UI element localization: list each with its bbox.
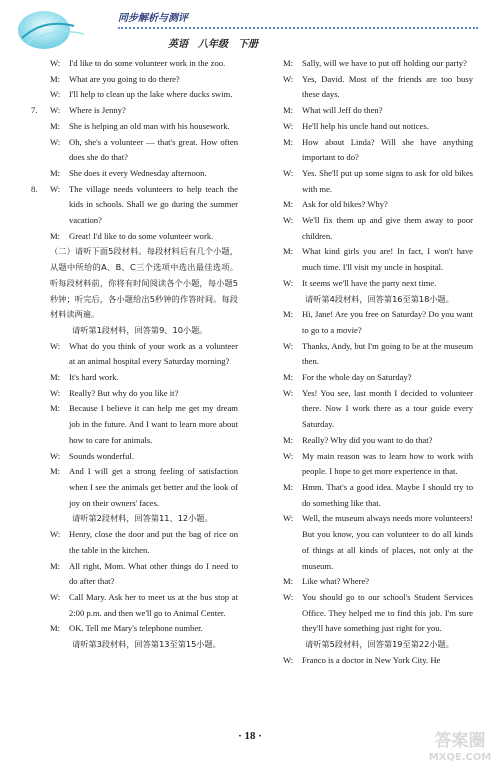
speaker-label: W: [50, 591, 61, 602]
dialogue-line [50, 72, 238, 88]
dialogue-text: What are you going to do there? [69, 73, 180, 84]
dialogue-line [283, 449, 473, 480]
speaker-label: M: [50, 73, 61, 84]
dialogue-text: Like what? Where? [302, 576, 370, 587]
dialogue-text: We'll fix them up and give them away to poor children. [302, 215, 473, 241]
dialogue-line [50, 370, 238, 386]
dialogue-line [50, 119, 238, 135]
dialogue-text: Ask for old bikes? Why? [302, 199, 388, 210]
speaker-label: W: [283, 513, 294, 524]
passage4-dialogue [283, 307, 473, 637]
dialogue-text: For the whole day on Saturday? [302, 372, 412, 383]
left-column [31, 56, 238, 653]
dialogue-line [50, 621, 238, 637]
dialogue-text: My main reason was to learn how to work with people. I hope to get more experience in that. [302, 450, 473, 477]
speaker-label: W: [50, 136, 61, 147]
dialogue-text: Where is Jenny? [69, 105, 126, 116]
passage5-label: 请听第5段材料，回答第19至第22小题。 [305, 639, 454, 650]
dialogue-line [283, 213, 473, 244]
dialogue-line [283, 511, 473, 574]
question-number: 8. [31, 183, 38, 194]
speaker-label: M: [50, 167, 61, 178]
dialogue-line [283, 135, 473, 166]
speaker-label: M: [283, 58, 294, 68]
dialogue-line [31, 103, 238, 119]
passage4-label: 请听第4段材料，回答第16至第18小题。 [305, 293, 454, 304]
dialogue-text: She is helping an old man with his housework. [69, 120, 230, 131]
passage1-dialogue [50, 339, 238, 512]
speaker-label: M: [283, 246, 294, 257]
dialogue-line [50, 401, 238, 448]
speaker-label: W: [50, 105, 61, 116]
speaker-label: M: [50, 120, 61, 131]
speaker-label: M: [283, 199, 294, 210]
speaker-label: W: [50, 340, 61, 351]
dialogue-line [283, 370, 473, 386]
dialogue-line [283, 339, 473, 370]
passage3-label: 请听第3段材料，回答第13至第15小题。 [72, 639, 221, 650]
dialogue-text: It's hard work. [69, 372, 119, 383]
series-title: 同步解析与测评 [118, 13, 188, 24]
dialogue-text: Well, the museum always needs more volunteers! But you know, you can volunteer to do all kinds of things at all kinds of places, not only at the museum. [302, 513, 473, 571]
dialogue-text: Hmm. That's a good idea. Maybe I should try to do something like that. [302, 481, 473, 508]
dialogue-text: What do you think of your work as a volunteer at an animal hospital every Saturday morning? [69, 340, 238, 367]
dialogue-text: Really? Why did you want to do that? [302, 434, 433, 445]
speaker-label: W: [283, 120, 294, 131]
speaker-label: M: [283, 136, 294, 147]
passage2-dialogue [50, 527, 238, 637]
passage1-label: 请听第1段材料，回答第9、10小题。 [72, 324, 208, 335]
passage2-label: 请听第2段材料，回答第11、12小题。 [72, 513, 213, 524]
speaker-label: W: [283, 340, 294, 351]
dialogue-line [283, 119, 473, 135]
speaker-label: W: [50, 387, 61, 398]
dialogue-text: What kind girls you are! In fact, I won't have much time. I'll visit my uncle in hospital. [302, 246, 473, 273]
dialogue-line [50, 229, 238, 245]
dialogue-text: You should go to our school's Student Services Office. They helped me to find this job. I'm sure they'll have something just right for you. [302, 591, 473, 634]
dialogue-line [50, 559, 238, 590]
dialogue-line [283, 103, 473, 119]
speaker-label: M: [283, 576, 294, 587]
dialogue-line [283, 307, 473, 338]
watermark-logo-icon [424, 726, 496, 764]
dialogue-line [283, 433, 473, 449]
passage3-dialogue [283, 56, 473, 292]
dialogue-text: Yes. She'll put up some signs to ask for old bikes with me. [302, 167, 473, 194]
speaker-label: M: [283, 309, 294, 320]
dialogue-line [283, 574, 473, 590]
dialogue-text: He'll help his uncle hand out notices. [302, 120, 429, 131]
speaker-label: M: [50, 372, 61, 383]
speaker-label: W: [283, 215, 294, 226]
dialogue-line [50, 87, 238, 103]
dialogue-line [50, 166, 238, 182]
speaker-label: M: [50, 466, 61, 477]
question-number: 7. [31, 105, 38, 116]
dialogue-text: The village needs volunteers to help teach the kids in schools. Shall we go during the summer vacation? [69, 183, 238, 226]
dialogue-text: Because I believe it can help me get my dream job in the future. And I want to learn more about how to care for animals. [69, 403, 238, 445]
dialogue-text: Great! I'd like to do some volunteer work. [69, 230, 214, 241]
dialogue-block-left [31, 56, 238, 244]
dialogue-line [50, 386, 238, 402]
dialogue-line [283, 166, 473, 197]
dialogue-line [31, 182, 238, 229]
dialogue-text: Franco is a doctor in New York City. He [302, 654, 441, 665]
dialogue-line [283, 56, 473, 72]
speaker-label: W: [50, 450, 61, 461]
dialogue-line [50, 464, 238, 511]
speaker-label: M: [283, 372, 294, 383]
page-header [0, 0, 500, 58]
dialogue-text: How about Linda? Will she have anything important to do? [302, 136, 473, 163]
dialogue-text: Yes, David. Most of the friends are too busy these days. [302, 73, 473, 100]
dialogue-text: All right, Mom. What other things do I need to do after that? [69, 560, 238, 587]
dialogue-line [50, 135, 238, 166]
dialogue-text: Oh, she's a volunteer — that's great. How often does she do that? [69, 136, 238, 163]
speaker-label: W: [283, 277, 294, 288]
dialogue-line [283, 386, 473, 433]
section-instructions: （二）请听下面5段材料。每段材料后有几个小题，从题中所给的A、B、C三个选项中选出最佳选项。听每段材料前，你将有时间阅读各个小题，每小题5秒钟；听完后，各小题给出5秒钟的作答时间。每段材料读两遍。 [50, 246, 238, 320]
dialogue-text: Call Mary. Ask her to meet us at the bus stop at 2:00 p.m. and then we'll go to Animal Center. [69, 591, 238, 618]
speaker-label: W: [283, 450, 294, 461]
speaker-label: W: [283, 167, 294, 178]
dialogue-text: Sally, will we have to put off holding our party? [302, 58, 467, 68]
dialogue-text: Henry, close the door and put the bag of rice on the table in the kitchen. [69, 529, 238, 555]
dialogue-line [283, 590, 473, 637]
dialogue-line [283, 72, 473, 103]
dialogue-text: Yes! You see, last month I decided to volunteer there. Now I work there as a tour guide every Saturday. [302, 387, 473, 430]
dialogue-text: I'd like to do some volunteer work in the zoo. [69, 58, 226, 68]
speaker-label: M: [283, 105, 294, 116]
speaker-label: W: [50, 183, 61, 194]
dialogue-line [50, 449, 238, 465]
page-number: · 18 · [238, 730, 262, 742]
speaker-label: M: [50, 623, 61, 634]
dialogue-text: Thanks, Andy, but I'm going to be at the museum then. [302, 340, 473, 367]
dialogue-text: OK. Tell me Mary's telephone number. [69, 623, 203, 634]
dialogue-line [50, 527, 238, 558]
dialogue-text: Hi, Jane! Are you free on Saturday? Do you want to go to a movie? [302, 309, 473, 335]
dialogue-text: It seems we'll have the party next time. [302, 277, 437, 288]
dialogue-line [283, 197, 473, 213]
speaker-label: W: [283, 387, 294, 398]
dialogue-text: What will Jeff do then? [302, 105, 383, 116]
subject-title: 英语 八年级 下册 [168, 39, 258, 50]
speaker-label: M: [50, 403, 61, 414]
dialogue-line [50, 56, 238, 72]
dialogue-line [283, 653, 473, 669]
dialogue-line [283, 480, 473, 511]
dialogue-text: Sounds wonderful. [69, 450, 134, 461]
dialogue-line [283, 244, 473, 275]
speaker-label: W: [283, 591, 294, 602]
header-divider [118, 27, 478, 29]
passage5-dialogue [283, 653, 473, 669]
speaker-label: W: [283, 73, 294, 84]
dialogue-line [50, 339, 238, 370]
speaker-label: W: [50, 529, 61, 540]
dialogue-line [50, 590, 238, 621]
dialogue-text: I'll help to clean up the lake where ducks swim. [69, 89, 233, 100]
speaker-label: M: [283, 481, 294, 492]
dialogue-line [283, 276, 473, 292]
speaker-label: W: [50, 58, 61, 68]
right-column [283, 56, 473, 668]
dialogue-text: And I will get a strong feeling of satisfaction when I see the animals get better and the look of joy on their owners' faces. [69, 466, 238, 508]
watermark-url: MXQE.COM [428, 752, 492, 763]
speaker-label: W: [283, 654, 294, 665]
speaker-label: M: [283, 434, 294, 445]
speaker-label: W: [50, 89, 61, 100]
dialogue-text: Really? But why do you like it? [69, 387, 179, 398]
speaker-label: M: [50, 230, 61, 241]
watermark-text: 答案圈 [434, 731, 486, 751]
dialogue-text: She does it every Wednesday afternoon. [69, 167, 207, 178]
speaker-label: M: [50, 560, 61, 571]
book-logo-icon [14, 8, 88, 52]
